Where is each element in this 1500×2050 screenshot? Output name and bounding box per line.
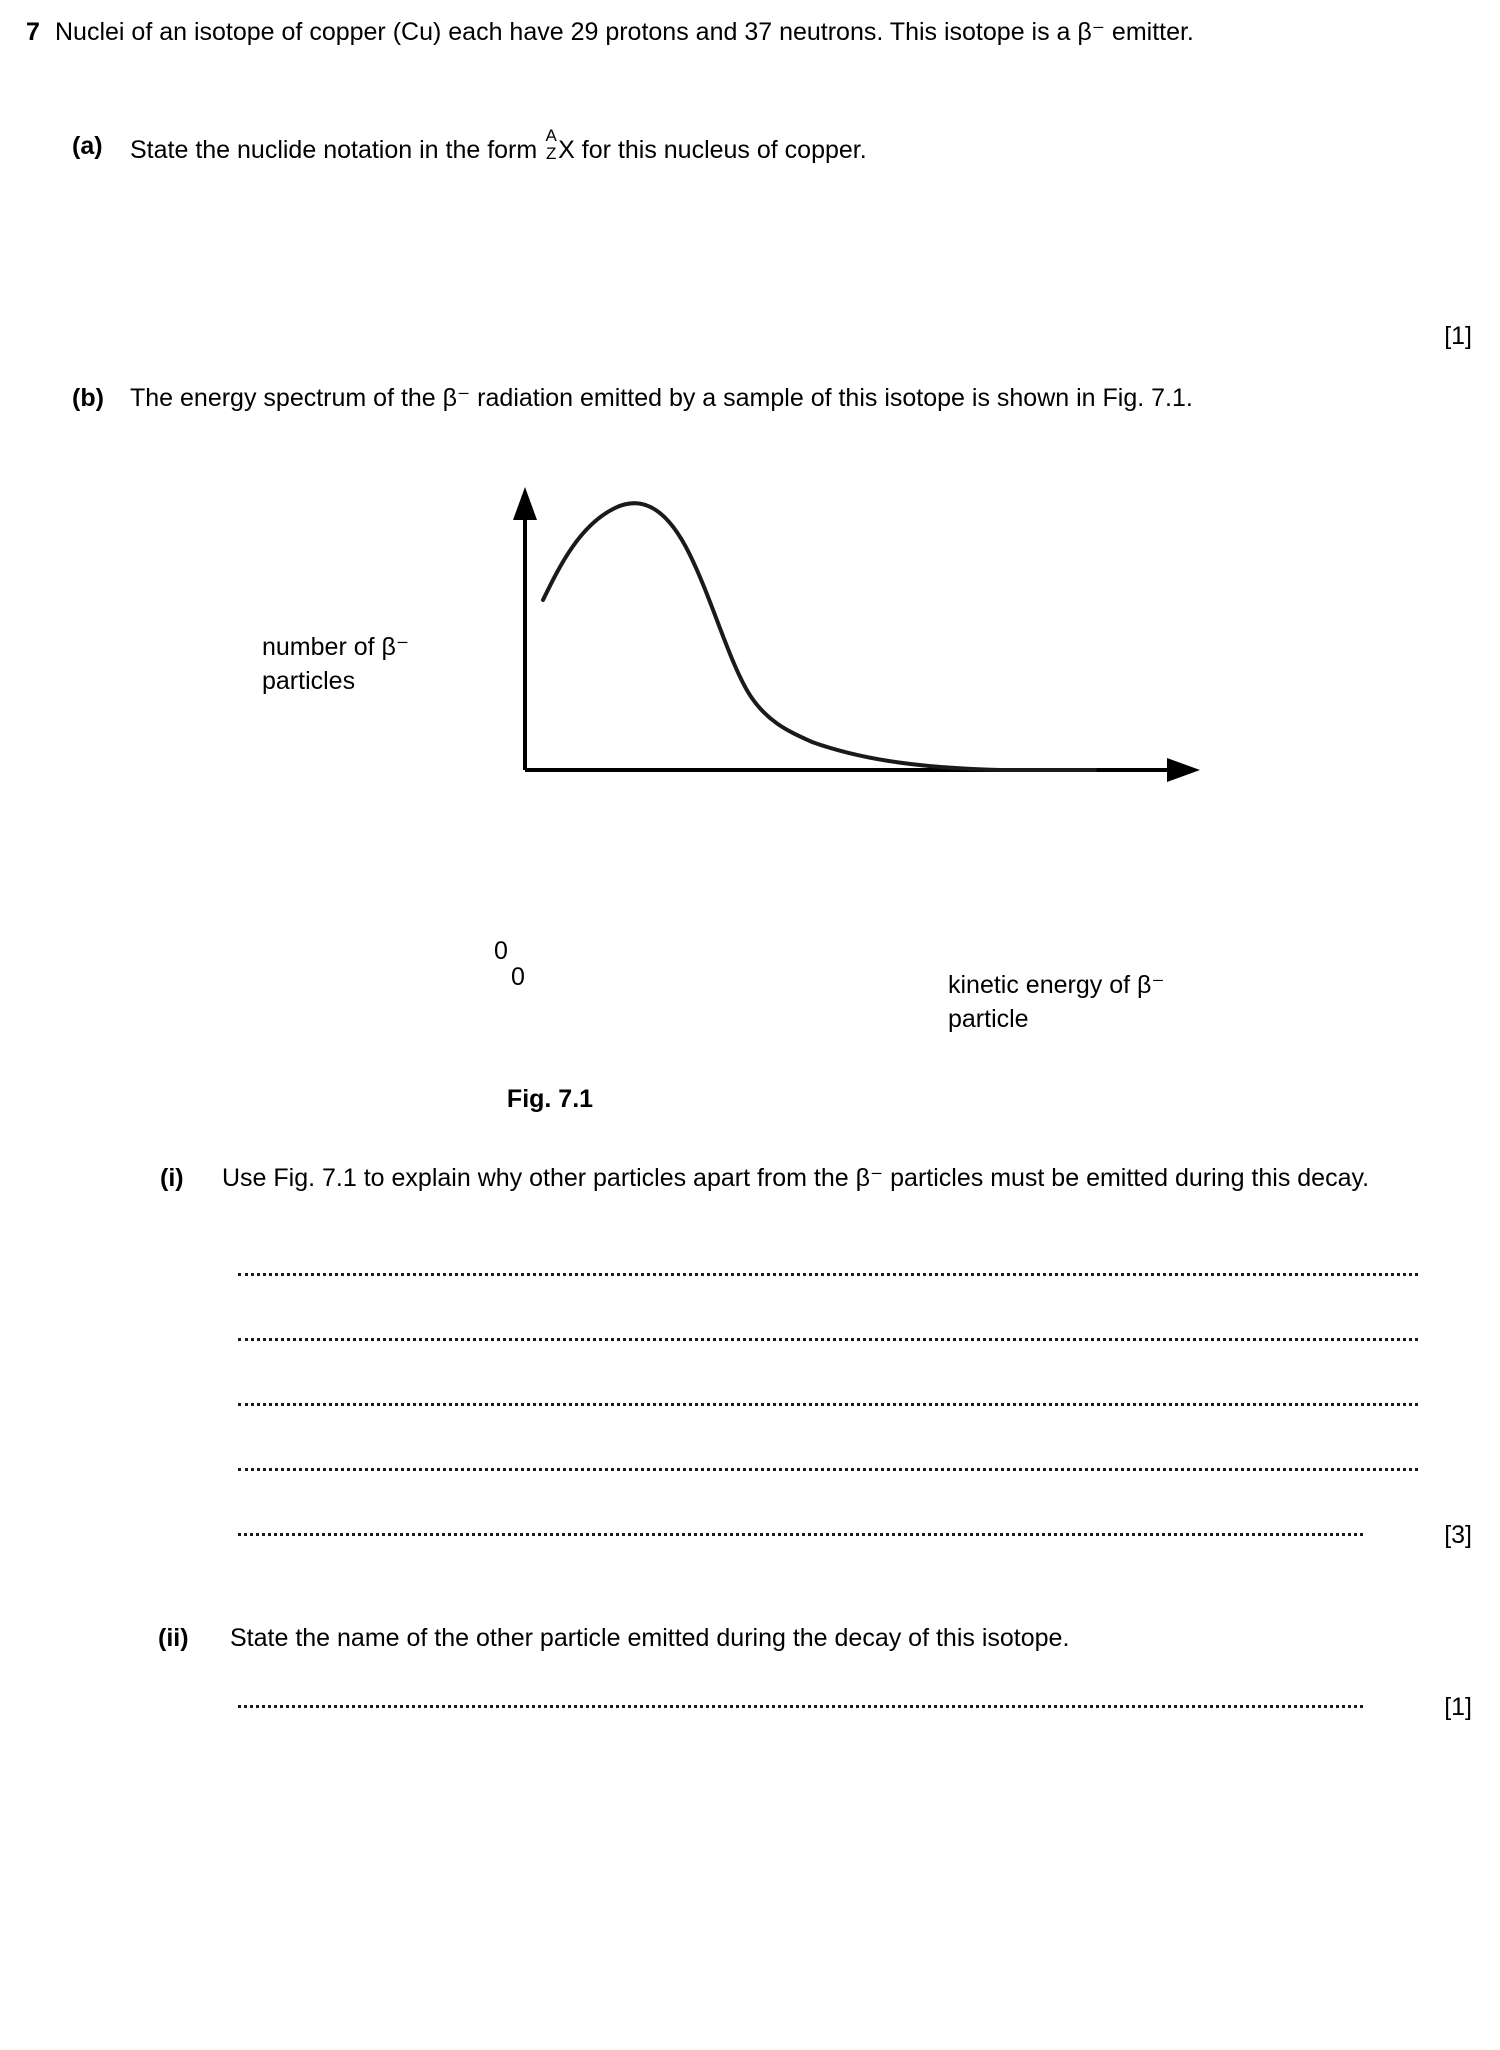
chart-x-axis-label: kinetic energy of β⁻ particle xyxy=(948,971,1165,1033)
chart-x-origin-label: 0 xyxy=(511,963,525,991)
beta-spectrum-chart xyxy=(0,470,1500,890)
part-b-ii-row xyxy=(158,1620,1413,1656)
nuclide-notation xyxy=(544,128,575,168)
nuclide-element-symbol: X xyxy=(558,136,575,164)
part-b-label: (b) xyxy=(72,384,104,412)
answer-line[interactable] xyxy=(238,1273,1418,1276)
part-a-text xyxy=(130,128,867,168)
part-b-i-row xyxy=(160,1160,1415,1196)
x-axis-arrowhead xyxy=(1167,758,1200,782)
question-stem-row xyxy=(0,14,1420,50)
answer-line[interactable] xyxy=(238,1533,1363,1536)
part-a-text-before: State the nuclide notation in the form xyxy=(130,136,538,164)
part-b-ii-mark: [1] xyxy=(1444,1693,1472,1721)
part-a-mark: [1] xyxy=(1444,322,1472,350)
nuclide-mass-number: A xyxy=(545,126,557,145)
part-b-row xyxy=(72,380,1412,416)
part-b-i-label: (i) xyxy=(160,1164,184,1192)
part-a-label: (a) xyxy=(72,132,103,160)
part-a-row xyxy=(72,128,1412,168)
figure-7-1 xyxy=(0,470,1500,890)
part-b-i-mark: [3] xyxy=(1444,1521,1472,1549)
nuclide-indices xyxy=(544,127,558,162)
part-a-text-after: for this nucleus of copper. xyxy=(581,136,867,164)
part-b-text: The energy spectrum of the β⁻ radiation emitted by a sample of this isotope is shown in Fig. 7.1. xyxy=(130,384,1193,412)
answer-line[interactable] xyxy=(238,1468,1418,1471)
chart-y-origin-label: 0 xyxy=(494,937,508,965)
answer-line[interactable] xyxy=(238,1403,1418,1406)
part-b-i-text: Use Fig. 7.1 to explain why other particles apart from the β⁻ particles must be emitted during this decay. xyxy=(222,1164,1370,1192)
question-number: 7 xyxy=(26,18,40,46)
part-b-ii-text: State the name of the other particle emitted during the decay of this isotope. xyxy=(230,1624,1070,1652)
y-axis-arrowhead xyxy=(513,487,537,520)
part-b-ii-label: (ii) xyxy=(158,1624,189,1652)
question-stem-text: Nuclei of an isotope of copper (Cu) each have 29 protons and 37 neutrons. This isotope is a β⁻ emitter. xyxy=(55,18,1194,46)
beta-spectrum-curve xyxy=(543,503,1095,770)
nuclide-proton-number: Z xyxy=(545,144,557,163)
figure-caption: Fig. 7.1 xyxy=(506,1085,594,1113)
answer-line[interactable] xyxy=(238,1338,1418,1341)
chart-y-axis-label: number of β⁻ particles xyxy=(262,633,410,695)
answer-line[interactable] xyxy=(238,1705,1363,1708)
